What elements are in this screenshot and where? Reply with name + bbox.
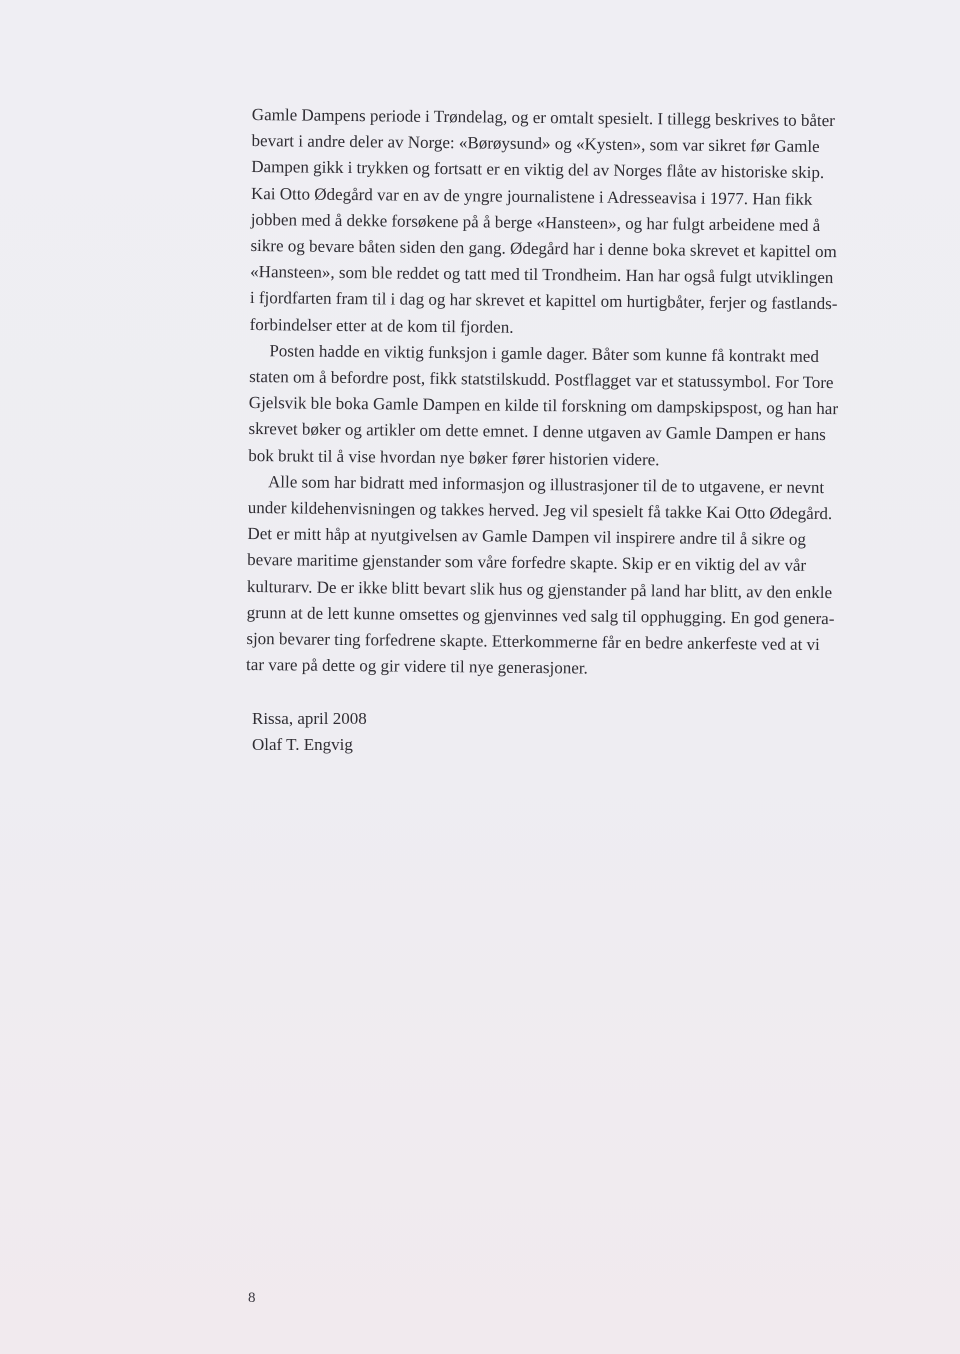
body-text (246, 102, 902, 685)
place-date: Rissa, april 2008 (252, 709, 367, 728)
paragraph-3: Alle som har bidratt med informasjon og illustrasjoner til de to utgavene, er nevnt under kildehenvisningen og takkes herved. Jeg vil spesielt få takke Kai Otto Ødegård. Det er mitt håp at nyutgivelsen av Gamle Dampen vil inspirere andre til å sikre og bevare maritime gjenstander som våre forfedre skapte. Skip er en viktig del av vår kulturarv. De er ikke blitt bevart slik hus og gjenstander på land har blitt, av den enkle grunn at de lett kunne omsettes og gjenvinnes ved salg til opphugging. En god genera- sjon bevarer ting forfedrene skapte. Etterkommerne får en bedre ankerfeste ved at vi tar vare på dette og gir videre til nye generasjoner. (246, 472, 835, 678)
paragraph-2: Posten hadde en viktig funksjon i gamle dager. Båter som kunne få kontrakt med staten om å befordre post, fikk statstilskudd. Postflagget var et statussymbol. For Tore Gjelsvik ble boka Gamle Dampen en kilde til forskning om dampskipspost, og han har skrevet bøker og artikler om dette emnet. I denne utgaven av Gamle Dampen er hans bok brukt til å vise hvordan nye bøker fører historien videre. (248, 341, 839, 469)
author-name: Olaf T. Engvig (252, 735, 353, 754)
signature-block (252, 706, 367, 758)
page-number: 8 (248, 1290, 256, 1306)
paragraph-1: Gamle Dampens periode i Trøndelag, og er omtalt spesielt. I tillegg beskrives to båter bevart i andre deler av Norge: «Børøysund» og «Kysten», som var sikret før Gamle Dampen gikk i trykken og fortsatt er en viktig del av Norges flåte av historiske skip. Kai Otto Ødegård var en av de yngre journalistene i Adresseavisa i 1977. Han fikk jobben med å dekke forsøkene på å berge «Hansteen», og har fulgt arbeidene med å sikre og bevare båten siden den gang. Ødegård har i denne boka skrevet et kapittel om «Hansteen», som ble reddet og tatt med til Trondheim. Han har også fulgt utviklingen i fjordfarten fram til i dag og har skrevet et kapittel om hurtigbåter, ferjer og fastlands- forbindelser etter at de kom til fjorden. (249, 104, 838, 337)
